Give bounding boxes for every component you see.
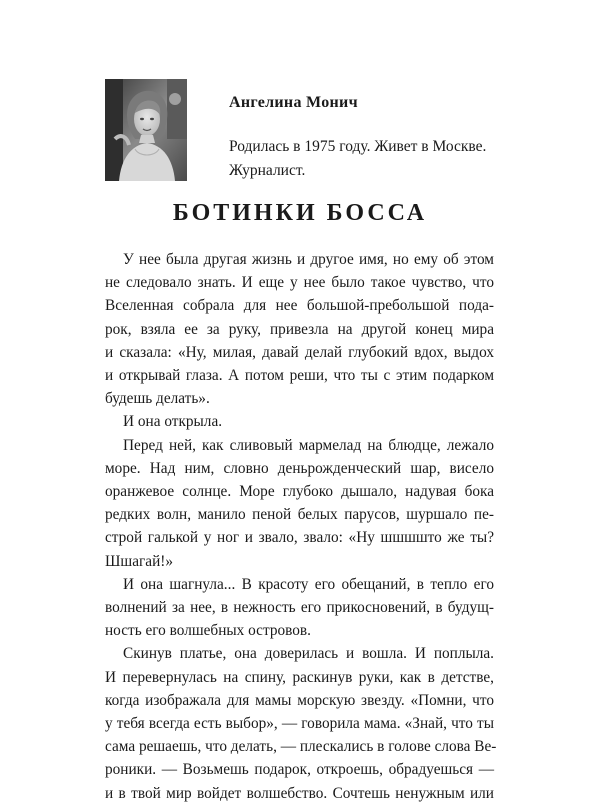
text-line: Скинув платье, она доверилась и вошла. И поплыла.	[123, 645, 494, 663]
text-line: Вселенная собрала для нее большой-пребольшой пода-	[105, 297, 494, 315]
text-line: у тебя всегда есть выбор», — говорила мама. «Знай, что ты	[105, 715, 494, 733]
text-line: редких волн, манило пеной белых парусов, шуршало пе-	[105, 506, 494, 524]
text-line: сама решаешь, что делать, — плескались в голове слова Ве-	[105, 738, 497, 756]
author-portrait-image	[105, 79, 187, 181]
text-line: и открывай глаза. А потом реши, что ты с этим подарком	[105, 367, 494, 385]
text-line: будешь делать».	[105, 390, 210, 408]
text-line: У нее была другая жизнь и другое имя, но ему об этом	[123, 251, 494, 268]
story-paragraph	[105, 642, 497, 804]
author-name: Ангелина Монич	[229, 94, 358, 111]
text-line: И перевернулась на спину, раскинув руки, как в детстве,	[105, 668, 494, 686]
text-line: когда изображала для мамы морскую звезду. «Помни, что	[105, 691, 494, 709]
text-line: и в твой мир войдет волшебство. Сочтешь ненужным или	[105, 784, 494, 802]
text-line: Перед ней, как сливовый мармелад на блюдце, лежало	[123, 436, 494, 454]
author-photo	[105, 79, 187, 181]
story-paragraph	[105, 248, 494, 410]
story-paragraph	[105, 410, 494, 433]
story-paragraph	[105, 434, 494, 573]
text-line: ность его волшебных островов.	[105, 622, 311, 640]
text-line: не следовало знать. И еще у нее было такое чувство, что	[105, 274, 494, 292]
author-bio-line: Журналист.	[229, 162, 306, 179]
text-line: оранжевое солнце. Море глубоко дышало, надувая бока	[105, 483, 494, 501]
story-title: БОТИНКИ БОССА	[172, 200, 428, 226]
text-line: волнений за нее, в нежность его прикосновений, в будущ-	[105, 599, 494, 617]
story-paragraph	[105, 573, 494, 643]
text-line: И она шагнула... В красоту его обещаний, в тепло его	[123, 575, 494, 593]
author-bio	[229, 135, 499, 183]
text-line: строй галькой у ног и звало, звало: «Ну шшшшто же ты?	[105, 529, 494, 547]
text-line: море. Над ним, словно деньрожденческий шар, висело	[105, 459, 494, 477]
story-body	[105, 248, 497, 805]
text-line: Шшагай!»	[105, 552, 173, 570]
text-line: роники. — Возьмешь подарок, откроешь, обрадуешься —	[105, 761, 494, 779]
author-bio-line: Родилась в 1975 году. Живет в Москве.	[229, 138, 487, 155]
text-line: И она открыла.	[123, 413, 223, 431]
text-line: и сказала: «Ну, милая, давай делай глубокий вдох, выдох	[105, 343, 494, 361]
text-line: рок, взяла ее за руку, привезла на другой конец мира	[105, 320, 494, 338]
